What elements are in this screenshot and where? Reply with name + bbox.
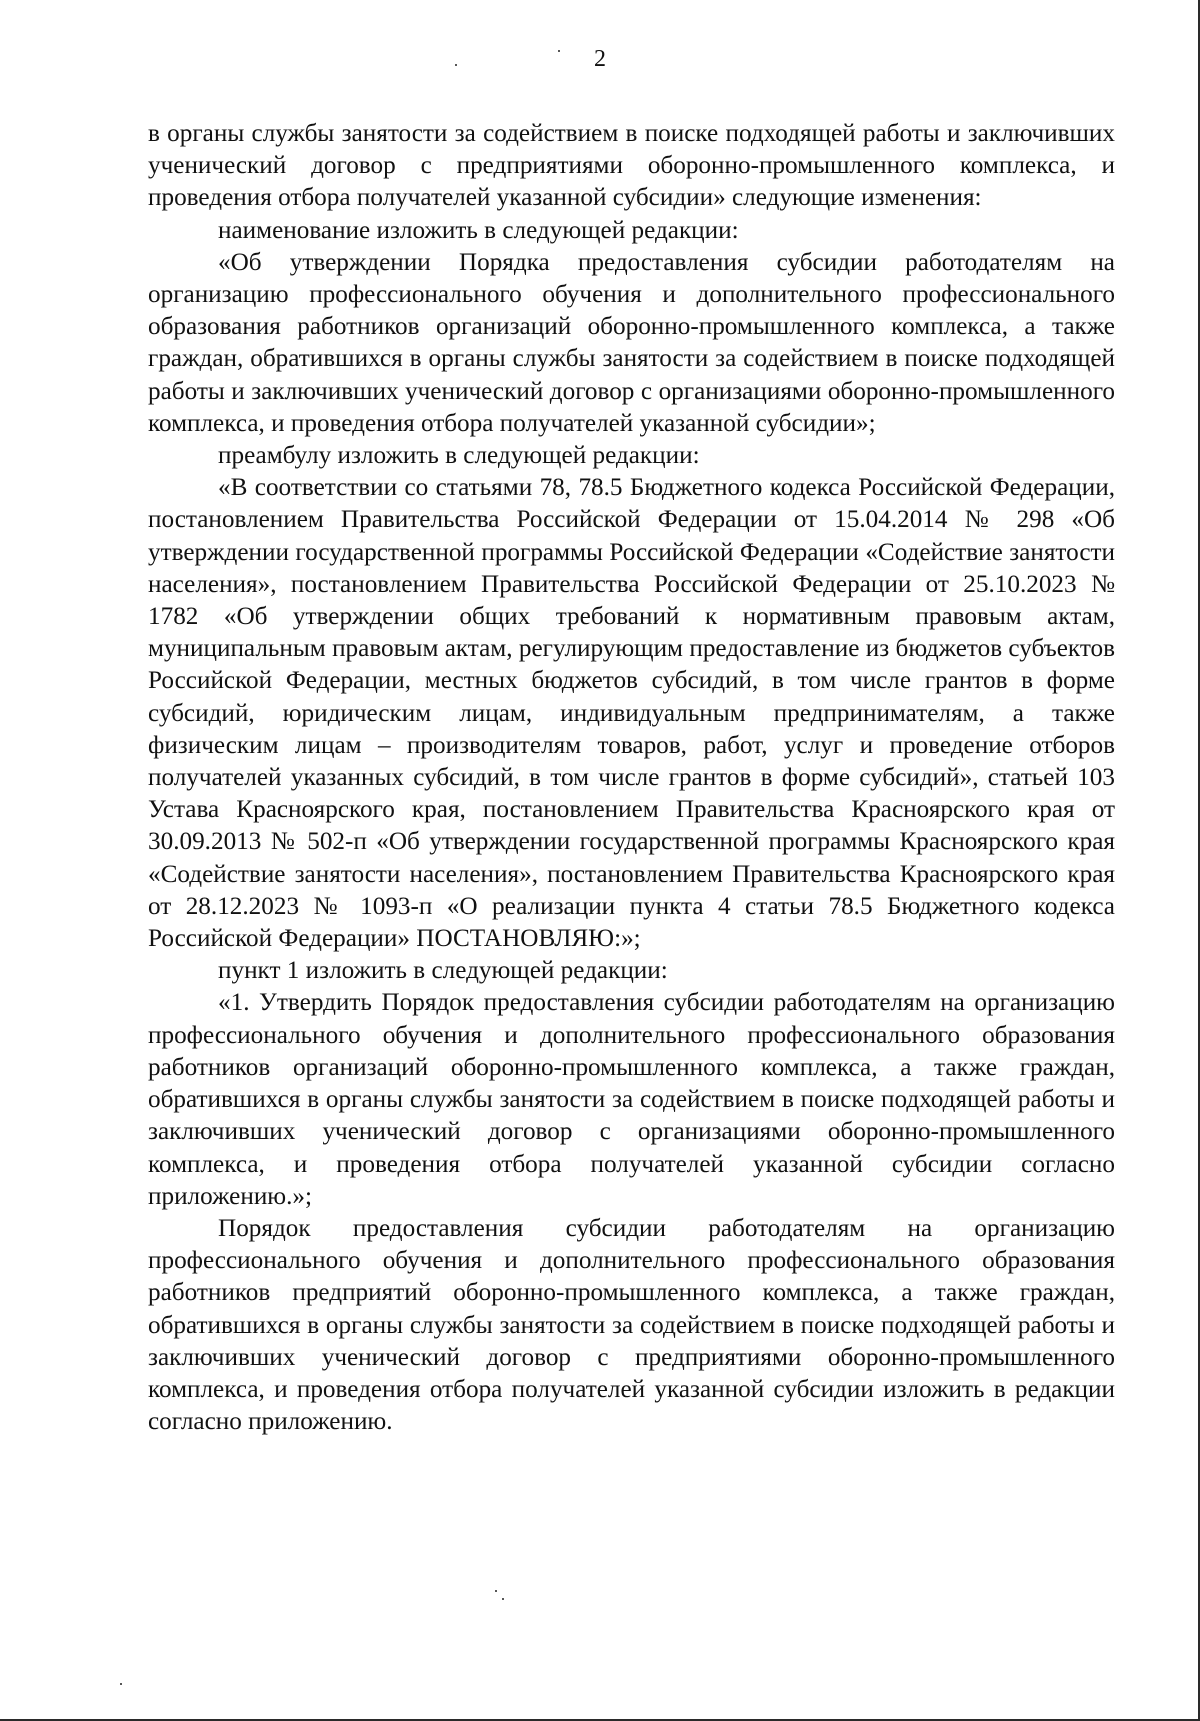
paragraph-1: в органы службы занятости за содействием в поиске подходящей работы и заключивших ученический договор с предприятиями оборонно-промышленного комплекса, и проведения отбора получателей указанной субсидии» следующие изменения:	[148, 120, 1115, 212]
paragraph-2: наименование изложить в следующей редакции:	[218, 216, 739, 244]
scan-speck	[558, 50, 560, 52]
paragraph-6: пункт 1 изложить в следующей редакции:	[218, 957, 668, 985]
page-number: 2	[594, 46, 606, 72]
scan-speck	[495, 1590, 497, 1592]
scan-speck	[455, 64, 457, 66]
paragraph-7: «1. Утвердить Порядок предоставления субсидии работодателям на организацию профессионального обучения и дополнительного профессионального образования работников организаций оборонно-промышленного комплекса, а также граждан, обратившихся в органы службы занятости за содействием в поиске подходящей работы и заключивших ученический договор с организациями оборонно-промышленного комплекса, и проведения отбора получателей указанной субсидии согласно приложению.»;	[148, 989, 1115, 1210]
scan-speck	[120, 1683, 122, 1685]
paragraph-4: преамбулу изложить в следующей редакции:	[218, 442, 700, 470]
paragraph-3: «Об утверждении Порядка предоставления субсидии работодателям на организацию профессионального обучения и дополнительного профессионального образования работников организаций оборонно-промышленного комплекса, а также граждан, обратившихся в органы службы занятости за содействием в поиске подходящей работы и заключивших ученический договор с организациями оборонно-промышленного комплекса, и проведения отбора получателей указанной субсидии»;	[148, 248, 1115, 437]
scan-speck	[502, 1598, 504, 1600]
document-body	[148, 118, 1115, 1438]
paragraph-8: Порядок предоставления субсидии работодателям на организацию профессионального обучения и дополнительного профессионального образования работников предприятий оборонно-промышленного комплекса, а также граждан, обратившихся в органы службы занятости за содействием в поиске подходящей работы и заключивших ученический договор с предприятиями оборонно-промышленного комплекса, и проведения отбора получателей указанной субсидии изложить в редакции согласно приложению.	[148, 1214, 1115, 1436]
paragraph-5: «В соответствии со статьями 78, 78.5 Бюджетного кодекса Российской Федерации, постановлением Правительства Российской Федерации от 15.04.2014 № 298 «Об утверждении государственной программы Российской Федерации «Содействие занятости населения», постановлением Правительства Российской Федерации от 25.10.2023 № 1782 «Об утверждении общих требований к нормативным правовым актам, муниципальным правовым актам, регулирующим предоставление из бюджетов субъектов Российской Федерации, местных бюджетов субсидий, в том числе грантов в форме субсидий, юридическим лицам, индивидуальным предпринимателям, а также физическим лицам – производителям товаров, работ, услуг и проведение отборов получателей указанных субсидий, в том числе грантов в форме субсидий», статьей 103 Устава Красноярского края, постановлением Правительства Красноярского края от 30.09.2013 № 502-п «Об утверждении государственной программы Красноярского края «Содействие занятости населения», постановлением Правительства Красноярского края от 28.12.2023 № 1093-п «О реализации пункта 4 статьи 78.5 Бюджетного кодекса Российской Федерации» ПОСТАНОВЛЯЮ:»;	[148, 474, 1115, 953]
